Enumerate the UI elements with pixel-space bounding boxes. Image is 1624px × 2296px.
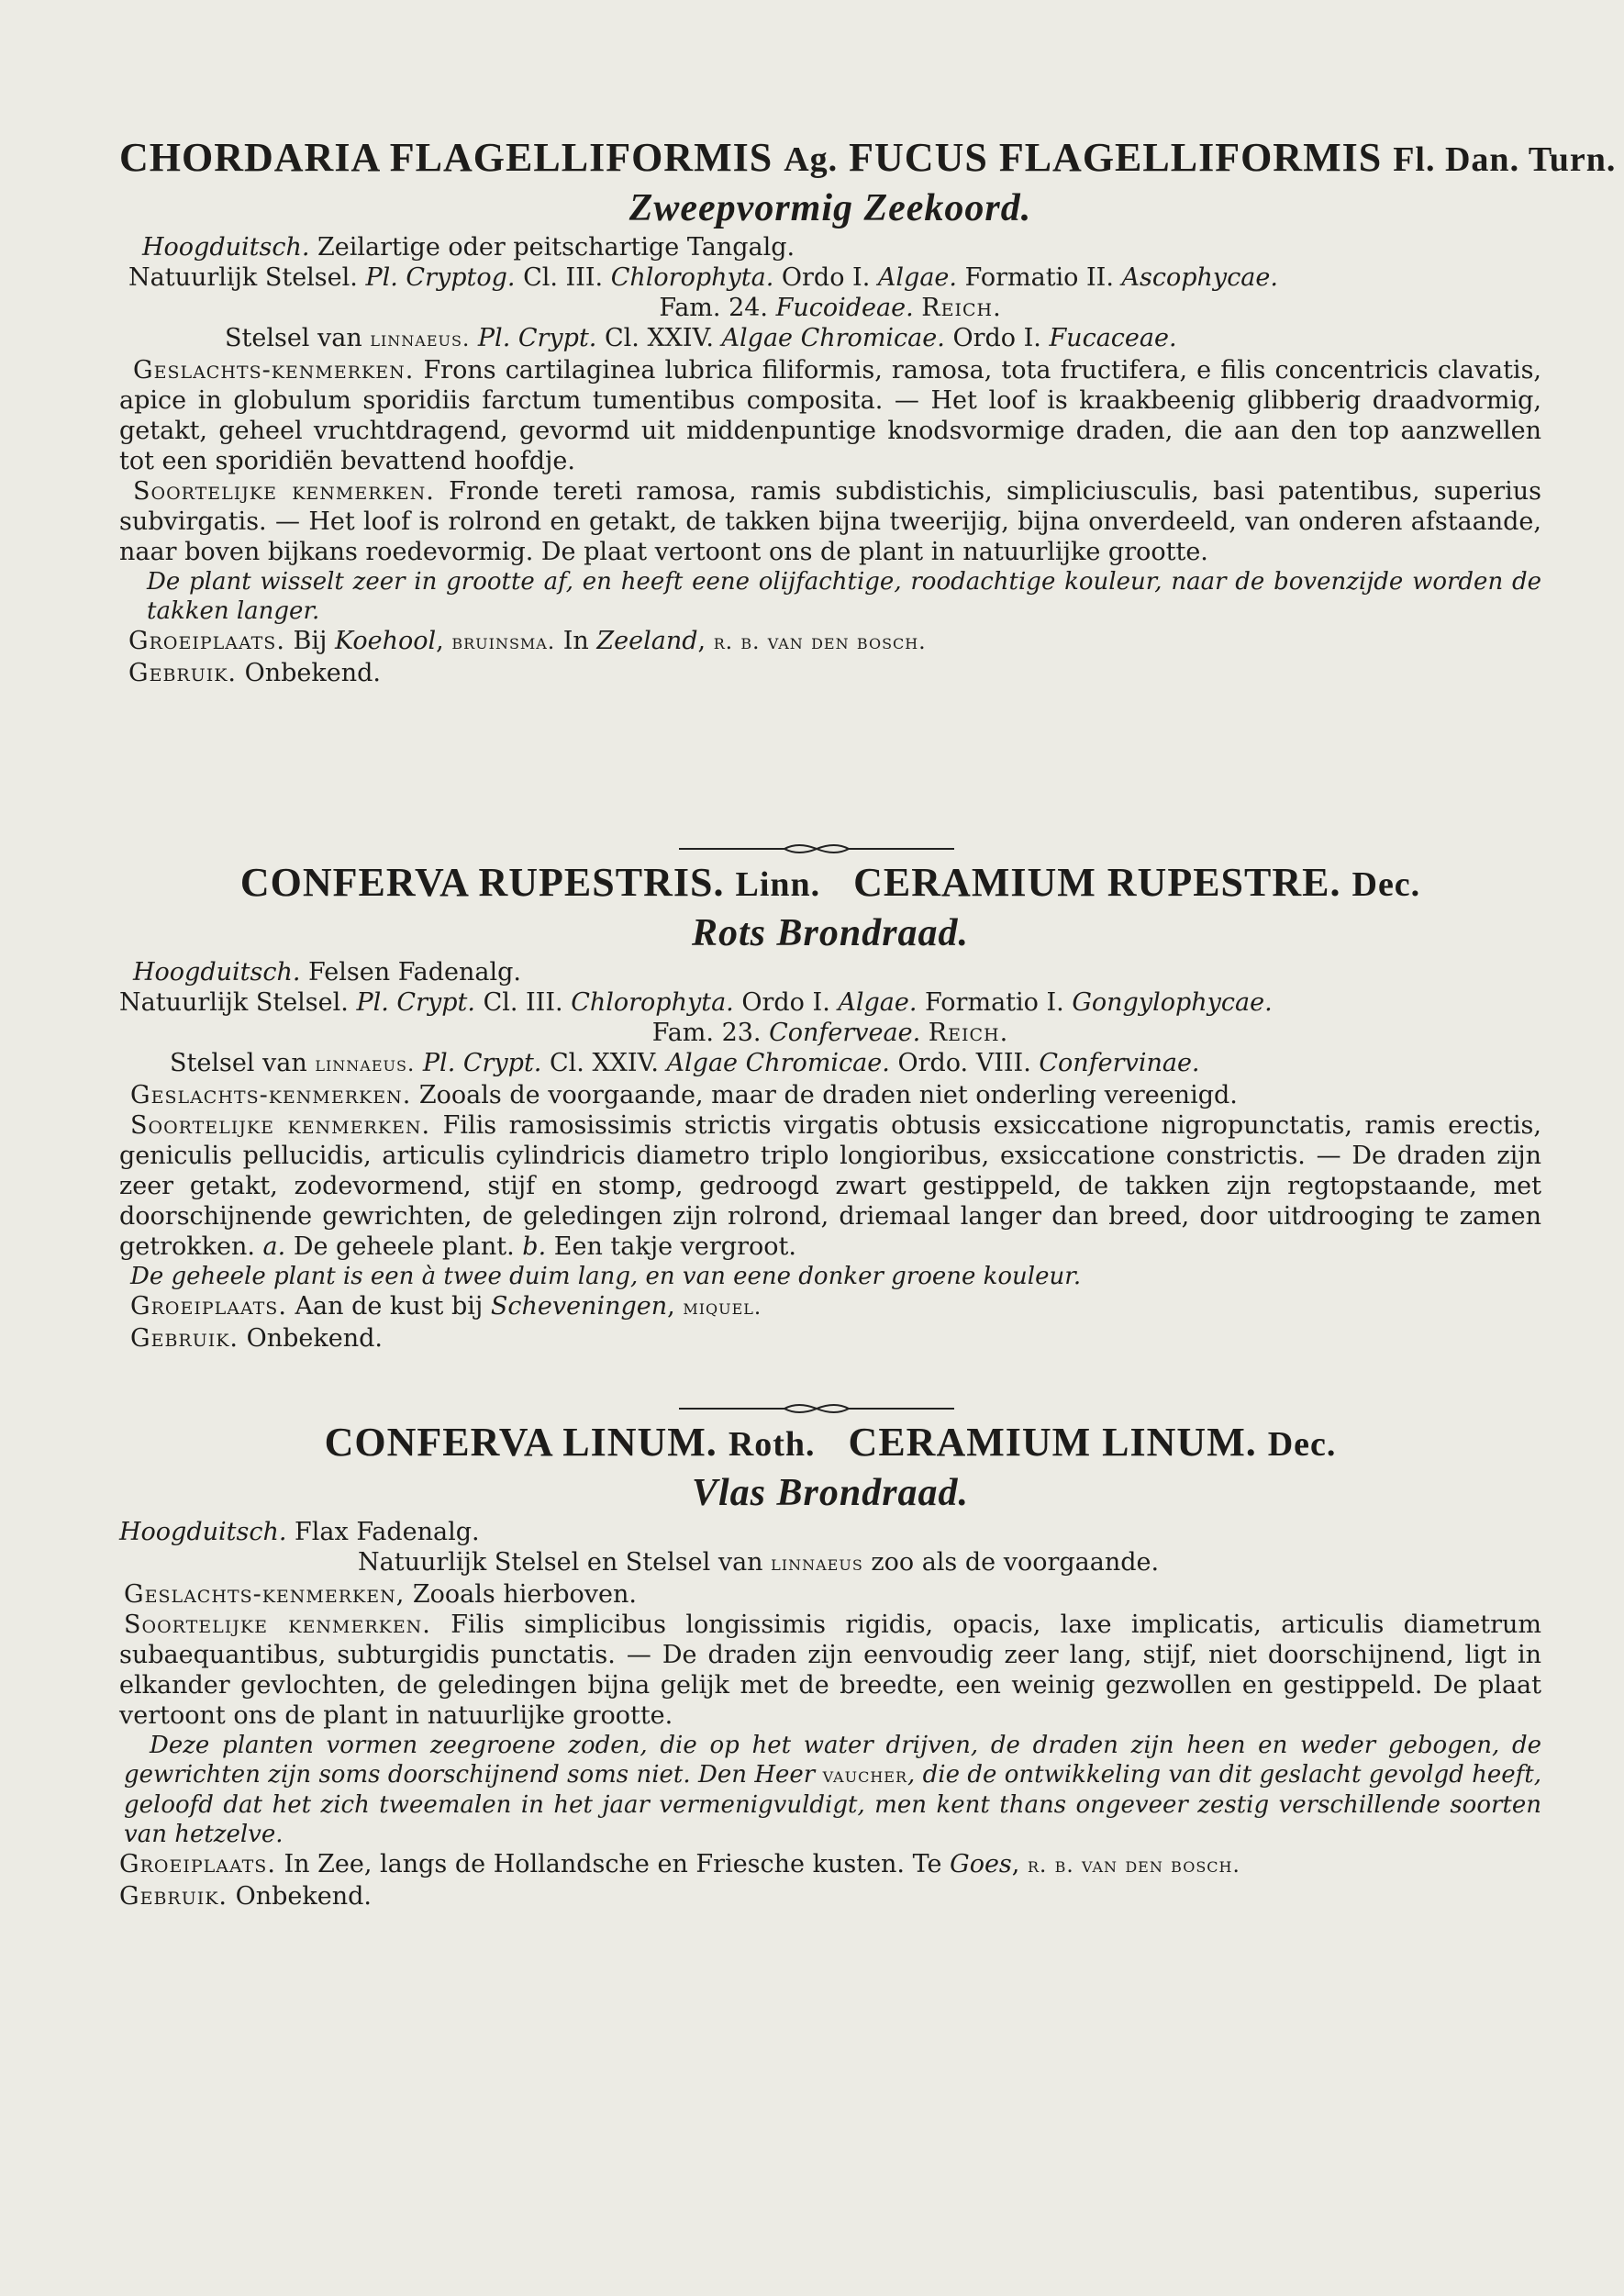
title-author-b: Fl. Dan. Turn. — [1393, 140, 1617, 179]
entry-subtitle: Rots Brondraad. — [691, 912, 970, 954]
species-characteristics: Soortelijke kenmerken. Filis simplicibus longissimis rigidis, opacis, laxe implicatis, articulis diametrum subaequantibus, subturgidis punctatis. — De draden zijn eenvoudig zeer lang, stijf, niet doorschijnend, ligt in elkander gevlochten, de geledingen bijna gelijk met de breedte, een weinig gezwollen en gestippeld. De plaat vertoont ons de plant in natuurlijke grootte. — [119, 1611, 1541, 1730]
habitat-line: Groeiplaats. Aan de kust bij Scheveningen, miquel. — [130, 1292, 762, 1321]
use-line: Gebruik. Onbekend. — [128, 659, 381, 687]
title-author-a: Linn. — [735, 865, 821, 904]
title-author-a: Ag. — [784, 140, 839, 179]
hoogduitsch-line: Hoogduitsch. Zeilartige oder peitschartige Tangalg. — [142, 233, 795, 262]
entry-title — [119, 1418, 1541, 1469]
linnaeus-system-line: Stelsel van linnaeus. Pl. Crypt. Cl. XXIV. Algae Chromicae. Ordo I. Fucaceae. — [225, 324, 1177, 352]
entry-note: De plant wisselt zeer in grootte af, en heeft eene olijfachtige, roodachtige kouleur, naar de bovenzijde worden de takken langer. — [147, 568, 1541, 625]
title-name-b: FUCUS FLAGELLIFORMIS — [849, 135, 1383, 180]
genus-characteristics: Geslachts-kenmerken, Zooals hierboven. — [124, 1580, 638, 1609]
ornamental-divider — [679, 840, 954, 858]
species-characteristics: Soortelijke kenmerken. Fronde tereti ramosa, ramis subdistichis, simpliciusculis, basi patentibus, superius subvirgatis. — Het loof is rolrond en getakt, de takken bijna tweerijig, bijna onverdeeld, van onderen afstaande, naar boven bijkans roedevormig. De plaat vertoont ons de plant in natuurlijke grootte. — [119, 477, 1542, 566]
entry-note: Deze planten vormen zeegroene zoden, die op het water drijven, de draden zijn heen en weder gebogen, de gewrichten zijn soms doorschijnend soms niet. Den Heer vaucher, die de ontwikkeling van dit geslacht gevolgd heeft, geloofd dat het zich tweemalen in het jaar vermenigvuldigt, men kent thans ongeveer zestig verschillende soorten van hetzelve. — [124, 1732, 1542, 1848]
title-name-a: CONFERVA LINUM. — [324, 1420, 717, 1465]
entry-title — [119, 133, 1617, 184]
title-name-a: CONFERVA RUPESTRIS. — [239, 860, 725, 905]
title-name-b: CERAMIUM RUPESTRE. — [853, 860, 1341, 905]
entry-conferva-linum — [119, 1418, 1541, 1911]
entry-subtitle: Vlas Brondraad. — [691, 1472, 970, 1514]
ornamental-divider — [679, 1399, 954, 1418]
hoogduitsch-line: Hoogduitsch. Felsen Fadenalg. — [133, 958, 521, 986]
title-name-b: CERAMIUM LINUM. — [848, 1420, 1257, 1465]
entry-title — [119, 858, 1541, 909]
natural-system-line: Natuurlijk Stelsel. Pl. Crypt. Cl. III. Chlorophyta. Ordo I. Algae. Formatio I. Gongylophycae. — [119, 988, 1273, 1017]
title-author-b: Dec. — [1351, 865, 1421, 904]
natural-system-line: Natuurlijk Stelsel. Pl. Cryptog. Cl. III. Chlorophyta. Ordo I. Algae. Formatio II. Ascophycae. — [128, 263, 1278, 292]
genus-characteristics: Geslachts-kenmerken. Frons cartilaginea lubrica filiformis, ramosa, tota fructifera, e filis concentricis clavatis, apice in globulum sporidiis farctum tumentibus composita. — Het loof is kraakbeenig glibberig draadvormig, getakt, geheel vruchtdragend, gevormd uit middenpuntige knodsvormige draden, die aan den top aanzwellen tot een sporidiën bevattend hoofdje. — [119, 356, 1542, 475]
linnaeus-system-line: Stelsel van linnaeus. Pl. Crypt. Cl. XXIV. Algae Chromicae. Ordo. VIII. Confervinae. — [170, 1049, 1200, 1077]
entry-chordaria-flagelliformis — [119, 133, 1617, 688]
entry-subtitle: Zweepvormig Zeekoord. — [628, 187, 1032, 229]
habitat-line: Groeiplaats. Bij Koehool, bruinsma. In Zeeland, r. b. van den bosch. — [128, 627, 927, 655]
use-line: Gebruik. Onbekend. — [119, 1882, 372, 1911]
system-line: Natuurlijk Stelsel en Stelsel van linnaeus zoo als de voorgaande. — [358, 1548, 1160, 1577]
entry-conferva-rupestris — [119, 858, 1541, 1354]
species-characteristics: Soortelijke kenmerken. Filis ramosissimis strictis virgatis obtusis exsiccatione nigropunctatis, ramis erectis, geniculis pellucidis, articulis cylindricis diametro triplo longioribus, exsiccatione constrictis. — De draden zijn zeer getakt, zodevormend, stijf en stomp, gedroogd zwart gestippeld, de takken zijn regtopstaande, met doorschijnende gewrichten, de geledingen zijn rolrond, driemaal langer dan breed, door uitdrooging te zamen getrokken. a. De geheele plant. b. Een takje vergroot. — [119, 1111, 1541, 1261]
title-author-b: Dec. — [1267, 1425, 1337, 1464]
title-author-a: Roth. — [728, 1425, 816, 1464]
genus-characteristics: Geslachts-kenmerken. Zooals de voorgaande, maar de draden niet onderling vereenigd. — [130, 1081, 1238, 1109]
hoogduitsch-line: Hoogduitsch. Flax Fadenalg. — [119, 1518, 480, 1546]
family-line: Fam. 24. Fucoideae. Reich. — [659, 294, 1002, 322]
use-line: Gebruik. Onbekend. — [130, 1324, 383, 1353]
habitat-line: Groeiplaats. In Zee, langs de Hollandsche en Friesche kusten. Te Goes, r. b. van den bosch. — [119, 1850, 1240, 1878]
family-line: Fam. 23. Conferveae. Reich. — [651, 1019, 1009, 1047]
entry-note: De geheele plant is een à twee duim lang, en van eene donker groene kouleur. — [130, 1263, 1082, 1290]
title-name-a: CHORDARIA FLAGELLIFORMIS — [119, 135, 773, 180]
